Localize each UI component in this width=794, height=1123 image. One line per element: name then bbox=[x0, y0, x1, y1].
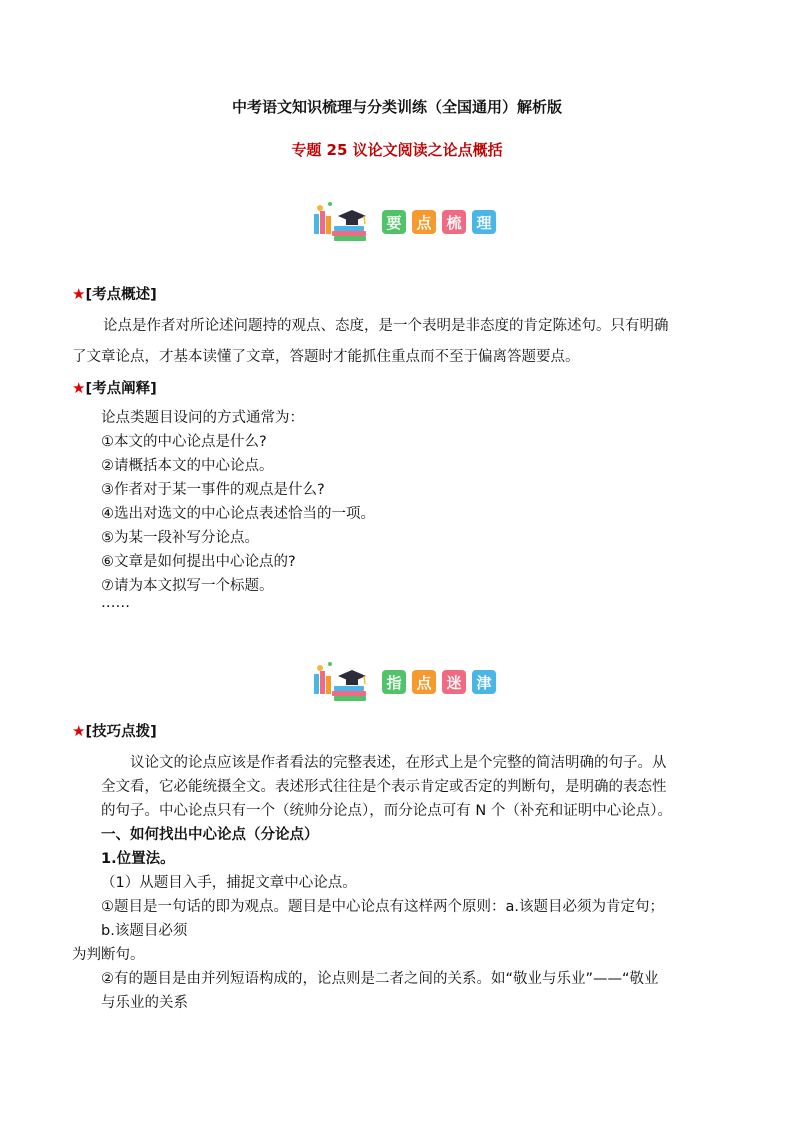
banner-tile-3: 迷 bbox=[442, 670, 466, 694]
paragraph-line: 了文章论点，才基本读懂了文章，答题时才能抓住重点而不至于偏离答题要点。 bbox=[72, 349, 580, 365]
paragraph-line: 论点是作者对所论述问题持的观点、态度，是一个表明是非态度的肯定陈述句。只有明确 bbox=[103, 318, 669, 334]
document-title: 中考语文知识梳理与分类训练（全国通用）解析版 bbox=[231, 98, 562, 116]
paragraph-line: ②有的题目是由并列短语构成的，论点则是二者之间的关系。如“敬业与乐业”——“敬业 bbox=[101, 971, 659, 987]
list-item: ②请概括本文的中心论点。 bbox=[101, 458, 274, 474]
section-heading-tips bbox=[72, 720, 157, 741]
banner-guidance bbox=[308, 660, 496, 704]
star-icon: ★ bbox=[72, 379, 86, 397]
list-item: ⑦请为本文拟写一个标题。 bbox=[101, 578, 274, 594]
books-graduation-cap-icon bbox=[308, 660, 376, 704]
section-heading-text: [技巧点拨] bbox=[85, 724, 157, 740]
banner-key-points bbox=[308, 200, 496, 244]
section-heading-overview bbox=[72, 283, 157, 304]
section-heading-explanation bbox=[72, 377, 157, 398]
list-item: …… bbox=[101, 595, 130, 611]
list-item: ④选出对选文的中心论点表述恰当的一项。 bbox=[101, 506, 375, 522]
sub-heading: 一、如何找出中心论点（分论点） bbox=[101, 827, 319, 843]
banner-tile-2: 点 bbox=[412, 670, 436, 694]
list-item: ⑥文章是如何提出中心论点的? bbox=[101, 554, 296, 570]
section-heading-text: [考点概述] bbox=[85, 287, 157, 303]
paragraph-line: 全文看，它必能统摄全文。表述形式往往是个表示肯定或否定的判断句，是明确的表态性 bbox=[101, 779, 667, 795]
paragraph-line: 的句子。中心论点只有一个（统帅分论点），而分论点可有 N 个（补充和证明中心论点）。 bbox=[101, 803, 673, 819]
paragraph-line: ①题目是一句话的即为观点。题目是中心论点有这样两个原则：a.该题目必须为肯定句； bbox=[101, 899, 664, 915]
banner-tile-1: 要 bbox=[382, 210, 406, 234]
list-item: ③作者对于某一事件的观点是什么? bbox=[101, 482, 325, 498]
method-title: 1.位置法。 bbox=[101, 851, 175, 867]
banner-tile-1: 指 bbox=[382, 670, 406, 694]
star-icon: ★ bbox=[72, 285, 86, 303]
books-graduation-cap-icon bbox=[308, 200, 376, 244]
banner-tile-3: 梳 bbox=[442, 210, 466, 234]
list-item: 论点类题目设问的方式通常为： bbox=[101, 410, 304, 426]
list-item: ⑤为某一段补写分论点。 bbox=[101, 530, 259, 546]
section-heading-text: [考点阐释] bbox=[85, 381, 157, 397]
document-subtitle: 专题 25 议论文阅读之论点概括 bbox=[291, 141, 503, 159]
banner-tile-2: 点 bbox=[412, 210, 436, 234]
banner-tile-4: 津 bbox=[472, 670, 496, 694]
list-item: ①本文的中心论点是什么? bbox=[101, 434, 267, 450]
banner-tile-4: 理 bbox=[472, 210, 496, 234]
paragraph-line: （1）从题目入手，捕捉文章中心论点。 bbox=[101, 875, 357, 891]
paragraph-line: 为判断句。 bbox=[72, 947, 145, 963]
star-icon: ★ bbox=[72, 722, 86, 740]
paragraph-line: 议论文的论点应该是作者看法的完整表述，在形式上是个完整的简洁明确的句子。从 bbox=[130, 755, 667, 771]
paragraph-line: 与乐业的关系 bbox=[101, 995, 188, 1011]
paragraph-line: b.该题目必须 bbox=[101, 923, 188, 939]
